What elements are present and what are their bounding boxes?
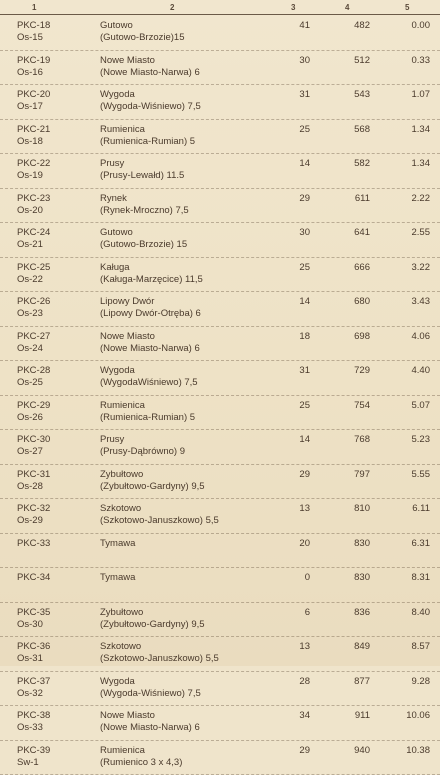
location-detail: (Rumienico 3 x 4,3) [100,757,290,769]
value-cell-3 [282,503,310,515]
value-cell-4 [330,607,370,619]
location-name: Nowe Miasto [100,55,290,67]
location-name: Szkotowo [100,503,290,515]
location-name: Wygoda [100,89,290,101]
value-cell-3 [282,296,310,308]
point-code: PKC-19 [17,55,87,67]
location-name: Nowe Miasto [100,331,290,343]
station-code: Os-15 [17,32,87,44]
station-code: Os-30 [17,619,87,631]
value-5: 9.28 [395,676,430,688]
location-name: Szkotowo [100,641,290,653]
value-4: 729 [330,365,370,377]
point-code: PKC-18 [17,20,87,32]
column-header-4: 4 [345,3,349,12]
station-code: Os-32 [17,688,87,700]
value-cell-4 [330,124,370,136]
value-3: 20 [282,538,310,550]
value-4: 666 [330,262,370,274]
value-cell-4 [330,469,370,481]
table-row [0,672,440,707]
value-cell-3 [282,607,310,619]
table-header [0,0,440,15]
location-detail: (Prusy-Dąbrówno) 9 [100,446,290,458]
value-3: 14 [282,158,310,170]
location-cell [100,434,290,458]
table-row [0,85,440,120]
location-name: Wygoda [100,365,290,377]
value-cell-5 [395,124,430,136]
table-row [0,361,440,396]
location-detail: (Kaługa-Marzęcice) 11,5 [100,274,290,286]
value-cell-3 [282,676,310,688]
code-cell [17,331,87,355]
station-code: Os-23 [17,308,87,320]
station-code: Os-29 [17,515,87,527]
value-5: 0.00 [395,20,430,32]
location-detail: (Prusy-Lewałd) 11.5 [100,170,290,182]
location-cell [100,710,290,734]
value-cell-3 [282,193,310,205]
location-name: Kaługa [100,262,290,274]
code-cell [17,158,87,182]
code-cell [17,296,87,320]
table-row [0,706,440,741]
value-cell-4 [330,158,370,170]
value-cell-3 [282,538,310,550]
location-name: Rumienica [100,400,290,412]
point-code: PKC-24 [17,227,87,239]
value-3: 30 [282,227,310,239]
value-cell-3 [282,710,310,722]
point-code: PKC-23 [17,193,87,205]
value-5: 6.31 [395,538,430,550]
code-cell [17,710,87,734]
table-row [0,223,440,258]
location-detail: (WygodaWiśniewo) 7,5 [100,377,290,389]
value-cell-3 [282,745,310,757]
location-cell [100,296,290,320]
location-name: Zybułtowo [100,469,290,481]
station-code: Sw-1 [17,757,87,769]
value-cell-5 [395,20,430,32]
point-code: PKC-37 [17,676,87,688]
column-header-3: 3 [291,3,295,12]
location-cell [100,158,290,182]
value-3: 28 [282,676,310,688]
point-code: PKC-36 [17,641,87,653]
location-cell [100,193,290,217]
location-detail: (Nowe Miasto-Narwa) 6 [100,722,290,734]
value-4: 830 [330,572,370,584]
value-3: 25 [282,400,310,412]
code-cell [17,503,87,527]
value-5: 3.22 [395,262,430,274]
table-row [0,292,440,327]
code-cell [17,193,87,217]
code-cell [17,676,87,700]
value-cell-5 [395,262,430,274]
location-name: Tymawa [100,572,290,584]
value-5: 8.31 [395,572,430,584]
station-code: Os-26 [17,412,87,424]
location-detail: (Nowe Miasto-Narwa) 6 [100,343,290,355]
location-cell [100,227,290,251]
value-cell-5 [395,538,430,550]
location-detail: (Gutowo-Brzozie)15 [100,32,290,44]
location-cell [100,676,290,700]
location-name: Tymawa [100,538,290,550]
value-5: 5.07 [395,400,430,412]
value-5: 1.07 [395,89,430,101]
code-cell [17,641,87,665]
value-cell-4 [330,296,370,308]
location-detail: (Nowe Miasto-Narwa) 6 [100,67,290,79]
point-code: PKC-39 [17,745,87,757]
code-cell [17,227,87,251]
point-code: PKC-20 [17,89,87,101]
point-code: PKC-33 [17,538,87,550]
point-code: PKC-38 [17,710,87,722]
table-row [0,430,440,465]
value-cell-5 [395,227,430,239]
value-3: 29 [282,469,310,481]
column-header-2: 2 [170,3,174,12]
location-cell [100,572,290,584]
location-cell [100,607,290,631]
value-cell-3 [282,469,310,481]
value-cell-4 [330,710,370,722]
location-name: Zybułtowo [100,607,290,619]
value-cell-5 [395,400,430,412]
value-3: 14 [282,434,310,446]
value-5: 2.22 [395,193,430,205]
value-5: 10.06 [395,710,430,722]
value-4: 797 [330,469,370,481]
value-5: 4.06 [395,331,430,343]
code-cell [17,262,87,286]
value-cell-3 [282,400,310,412]
value-cell-3 [282,641,310,653]
value-cell-3 [282,89,310,101]
location-cell [100,469,290,493]
table-body [0,16,440,775]
location-detail: (Gutowo-Brzozie) 15 [100,239,290,251]
value-5: 5.55 [395,469,430,481]
code-cell [17,607,87,631]
value-3: 41 [282,20,310,32]
table-row [0,327,440,362]
table-row [0,603,440,638]
value-3: 6 [282,607,310,619]
point-code: PKC-31 [17,469,87,481]
value-cell-5 [395,331,430,343]
location-cell [100,538,290,550]
location-name: Wygoda [100,676,290,688]
location-detail: (Rynek-Mroczno) 7,5 [100,205,290,217]
value-cell-3 [282,434,310,446]
value-cell-4 [330,400,370,412]
value-cell-3 [282,124,310,136]
code-cell [17,400,87,424]
value-cell-4 [330,365,370,377]
location-detail: (Zybułtowo-Gardyny) 9,5 [100,481,290,493]
value-3: 30 [282,55,310,67]
location-detail: (Rumienica-Rumian) 5 [100,412,290,424]
value-cell-5 [395,676,430,688]
station-code: Os-19 [17,170,87,182]
value-cell-5 [395,745,430,757]
point-code: PKC-34 [17,572,87,584]
station-code: Os-33 [17,722,87,734]
value-cell-4 [330,262,370,274]
value-cell-5 [395,641,430,653]
location-cell [100,124,290,148]
station-code: Os-20 [17,205,87,217]
value-4: 911 [330,710,370,722]
value-cell-4 [330,55,370,67]
table-row [0,16,440,51]
value-5: 0.33 [395,55,430,67]
point-code: PKC-35 [17,607,87,619]
value-cell-5 [395,158,430,170]
value-3: 13 [282,641,310,653]
value-cell-5 [395,89,430,101]
location-cell [100,400,290,424]
location-name: Rynek [100,193,290,205]
location-detail: (Zybułtowo-Gardyny) 9,5 [100,619,290,631]
value-cell-5 [395,469,430,481]
point-code: PKC-26 [17,296,87,308]
station-code: Os-24 [17,343,87,355]
value-cell-5 [395,503,430,515]
point-code: PKC-27 [17,331,87,343]
point-code: PKC-22 [17,158,87,170]
value-cell-4 [330,20,370,32]
point-code: PKC-21 [17,124,87,136]
location-cell [100,365,290,389]
value-5: 8.57 [395,641,430,653]
location-cell [100,331,290,355]
location-name: Prusy [100,434,290,446]
value-cell-3 [282,227,310,239]
value-cell-5 [395,710,430,722]
station-code: Os-25 [17,377,87,389]
point-code: PKC-25 [17,262,87,274]
station-code: Os-22 [17,274,87,286]
value-cell-4 [330,193,370,205]
code-cell [17,469,87,493]
value-3: 18 [282,331,310,343]
value-5: 1.34 [395,124,430,136]
value-cell-5 [395,434,430,446]
location-cell [100,745,290,769]
value-cell-5 [395,572,430,584]
value-3: 29 [282,745,310,757]
location-cell [100,262,290,286]
table-row [0,51,440,86]
location-cell [100,20,290,44]
value-4: 582 [330,158,370,170]
station-code: Os-21 [17,239,87,251]
value-3: 14 [282,296,310,308]
value-cell-4 [330,434,370,446]
value-cell-4 [330,538,370,550]
value-5: 1.34 [395,158,430,170]
value-cell-5 [395,607,430,619]
point-code: PKC-28 [17,365,87,377]
table-row [0,741,440,775]
value-cell-4 [330,572,370,584]
code-cell [17,745,87,769]
table-row [0,568,440,603]
value-4: 940 [330,745,370,757]
value-cell-5 [395,193,430,205]
value-cell-4 [330,227,370,239]
table-row [0,637,440,672]
location-name: Nowe Miasto [100,710,290,722]
value-3: 25 [282,262,310,274]
value-3: 29 [282,193,310,205]
table-row [0,396,440,431]
location-name: Gutowo [100,227,290,239]
point-code: PKC-29 [17,400,87,412]
column-header-1: 1 [32,3,36,12]
value-cell-5 [395,55,430,67]
value-4: 568 [330,124,370,136]
location-cell [100,641,290,665]
value-3: 25 [282,124,310,136]
code-cell [17,124,87,148]
value-4: 543 [330,89,370,101]
value-4: 698 [330,331,370,343]
location-name: Prusy [100,158,290,170]
value-3: 31 [282,365,310,377]
station-code: Os-17 [17,101,87,113]
value-cell-4 [330,331,370,343]
value-cell-4 [330,89,370,101]
value-cell-5 [395,296,430,308]
value-5: 2.55 [395,227,430,239]
location-name: Rumienica [100,124,290,136]
value-3: 13 [282,503,310,515]
value-cell-3 [282,365,310,377]
value-5: 3.43 [395,296,430,308]
value-cell-3 [282,262,310,274]
value-5: 5.23 [395,434,430,446]
location-detail: (Szkotowo-Januszkowo) 5,5 [100,515,290,527]
location-name: Lipowy Dwór [100,296,290,308]
table-row [0,465,440,500]
value-5: 10.38 [395,745,430,757]
value-cell-3 [282,572,310,584]
value-4: 512 [330,55,370,67]
code-cell [17,20,87,44]
value-cell-5 [395,365,430,377]
code-cell [17,365,87,389]
table-row [0,499,440,534]
value-5: 6.11 [395,503,430,515]
station-code: Os-16 [17,67,87,79]
table-row [0,534,440,569]
station-code: Os-18 [17,136,87,148]
value-cell-3 [282,158,310,170]
value-4: 849 [330,641,370,653]
value-5: 4.40 [395,365,430,377]
code-cell [17,572,87,584]
column-header-5: 5 [405,3,409,12]
value-4: 836 [330,607,370,619]
location-detail: (Lipowy Dwór-Otręba) 6 [100,308,290,320]
table-row [0,120,440,155]
location-name: Gutowo [100,20,290,32]
location-cell [100,503,290,527]
value-4: 611 [330,193,370,205]
value-4: 754 [330,400,370,412]
location-detail: (Wygoda-Wiśniewo) 7,5 [100,688,290,700]
value-4: 680 [330,296,370,308]
table-row [0,154,440,189]
value-4: 768 [330,434,370,446]
value-3: 34 [282,710,310,722]
location-cell [100,89,290,113]
value-4: 641 [330,227,370,239]
code-cell [17,55,87,79]
value-cell-3 [282,55,310,67]
table-row [0,189,440,224]
point-code: PKC-30 [17,434,87,446]
station-code: Os-28 [17,481,87,493]
table-row [0,258,440,293]
value-3: 0 [282,572,310,584]
value-5: 8.40 [395,607,430,619]
value-cell-4 [330,503,370,515]
point-code: PKC-32 [17,503,87,515]
value-4: 830 [330,538,370,550]
station-code: Os-27 [17,446,87,458]
value-cell-3 [282,20,310,32]
location-name: Rumienica [100,745,290,757]
location-detail: (Rumienica-Rumian) 5 [100,136,290,148]
location-detail: (Wygoda-Wiśniewo) 7,5 [100,101,290,113]
value-3: 31 [282,89,310,101]
code-cell [17,434,87,458]
value-cell-3 [282,331,310,343]
value-cell-4 [330,676,370,688]
value-4: 482 [330,20,370,32]
value-4: 877 [330,676,370,688]
value-cell-4 [330,641,370,653]
location-cell [100,55,290,79]
value-4: 810 [330,503,370,515]
value-cell-4 [330,745,370,757]
station-code: Os-31 [17,653,87,665]
code-cell [17,89,87,113]
code-cell [17,538,87,550]
location-detail: (Szkotowo-Januszkowo) 5,5 [100,653,290,665]
